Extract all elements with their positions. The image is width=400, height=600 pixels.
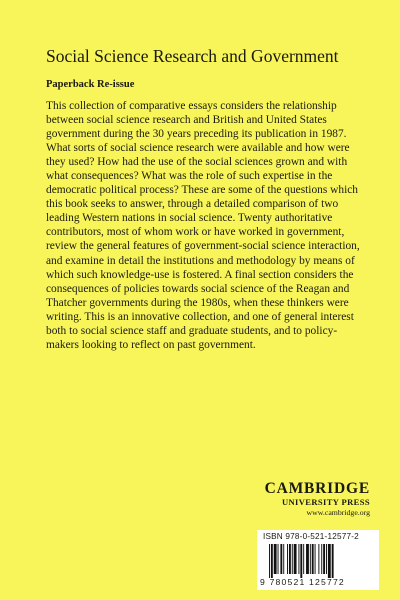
blurb-line: they used? How had the use of the social sciences grown and with xyxy=(46,156,348,169)
blurb-text xyxy=(46,99,366,352)
blurb-line: democratic political process? These are some of the questions which xyxy=(46,184,358,197)
isbn-label: ISBN 978-0-521-12577-2 xyxy=(263,532,359,541)
blurb-line: leading Western nations in social science. Twenty authoritative xyxy=(46,212,333,225)
blurb-line: both to social science staff and graduate students, and to policy- xyxy=(46,324,338,337)
publisher-name: CAMBRIDGE xyxy=(264,480,370,497)
blurb-line: This collection of comparative essays considers the relationship xyxy=(46,100,337,112)
publisher-subname: UNIVERSITY PRESS xyxy=(281,497,370,507)
blurb-line: makers looking to reflect on past government. xyxy=(46,338,256,351)
blurb-line: Thatcher governments during the 1980s, when these thinkers were xyxy=(46,296,349,309)
publisher-logo xyxy=(260,481,370,518)
barcode-digits: 9 780521 125772 xyxy=(260,577,345,587)
book-title: Social Science Research and Government xyxy=(46,46,339,66)
blurb-line: which such knowledge-use is fostered. A final section considers the xyxy=(46,268,354,281)
blurb-line: What sorts of social science research were available and how were xyxy=(46,142,350,155)
blurb-line: contributors, most of whom work or have worked in government, xyxy=(46,226,345,239)
edition-label: Paperback Re-issue xyxy=(46,79,135,90)
blurb-line: government during the 30 years preceding its publication in 1987. xyxy=(46,128,347,141)
publisher-url: www.cambridge.org xyxy=(306,508,370,517)
blurb-line: review the general features of government-social science interaction, xyxy=(46,240,360,253)
blurb-line: this book seeks to answer, through a detailed comparison of two xyxy=(46,198,339,211)
blurb-line: and examine in detail the institutions and methodology by means of xyxy=(46,254,355,267)
blurb-line: between social science research and British and United States xyxy=(46,114,327,127)
blurb-line: consequences of policies towards social science of the Reagan and xyxy=(46,282,350,295)
blurb-line: what consequences? What was the role of such expertise in the xyxy=(46,170,333,183)
barcode-panel xyxy=(257,530,379,590)
blurb-line: writing. This is an innovative collection, and one of general interest xyxy=(46,310,354,323)
barcode-icon xyxy=(269,544,373,578)
